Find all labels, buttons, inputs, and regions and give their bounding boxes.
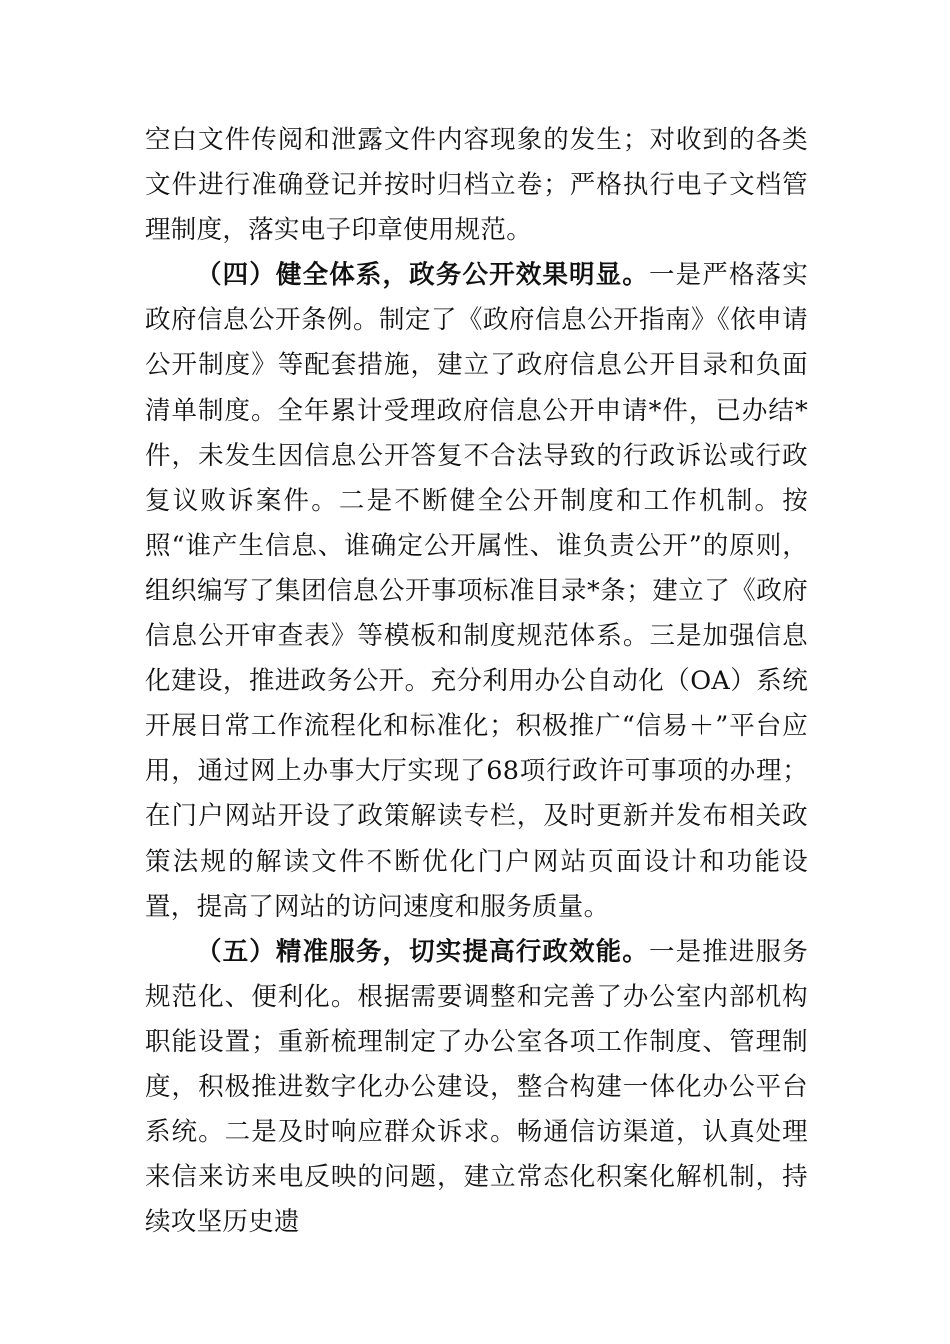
paragraph-text: 空白文件传阅和泄露文件内容现象的发生；对收到的各类文件进行准确登记并按时归档立卷；严格执行电子文档管理制度，落实电子印章使用规范。 [145, 125, 808, 246]
paragraph-text: 一是推进服务规范化、便利化。根据需要调整和完善了办公室内部机构职能设置；重新梳理制定了办公室各项工作制度、管理制度，积极推进数字化办公建设，整合构建一体化办公平台系统。二是及时响应群众诉求。畅通信访渠道，认真处理来信来访来电反映的问题，建立常态化积案化解机制，持续攻坚历史遗 [145, 936, 808, 1238]
document-body [145, 118, 808, 1245]
paragraph-continuation [145, 118, 808, 253]
paragraph-section-4 [145, 253, 808, 929]
paragraph-text: 一是严格落实政府信息公开条例。制定了《政府信息公开指南》《依申请公开制度》等配套措施，建立了政府信息公开目录和负面清单制度。全年累计受理政府信息公开申请*件，已办结*件，未发生因信息公开答复不合法导致的行政诉讼或行政复议败诉案件。二是不断健全公开制度和工作机制。按照“谁产生信息、谁确定公开属性、谁负责公开”的原则，组织编写了集团信息公开事项标准目录*条；建立了《政府信息公开审查表》等模板和制度规范体系。三是加强信息化建设，推进政务公开。充分利用办公自动化（OA）系统开展日常工作流程化和标准化；积极推广“信易＋”平台应用，通过网上办事大厅实现了68项行政许可事项的办理；在门户网站开设了政策解读专栏，及时更新并发布相关政策法规的解读文件不断优化门户网站页面设计和功能设置，提高了网站的访问速度和服务质量。 [145, 260, 808, 922]
section-heading: （五）精准服务，切实提高行政效能。 [196, 936, 649, 967]
section-heading: （四）健全体系，政务公开效果明显。 [196, 260, 649, 291]
paragraph-section-5 [145, 930, 808, 1246]
